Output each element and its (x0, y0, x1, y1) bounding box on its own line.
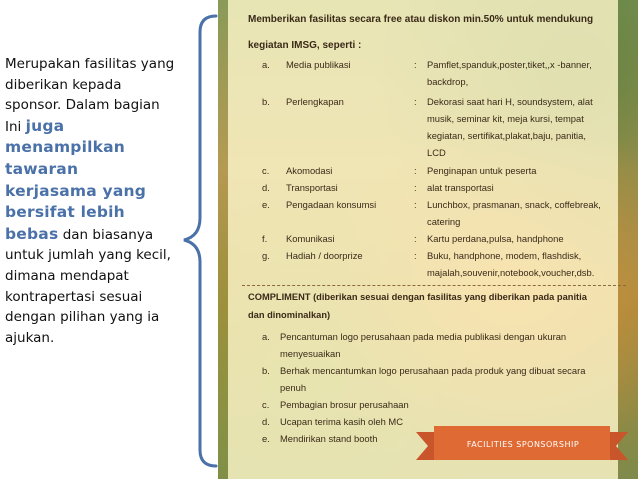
facility-detail: musik, seminar kit, meja kursi, tempat (427, 113, 584, 124)
description-text (5, 54, 175, 348)
facility-detail: Buku, handphone, modem, flashdisk, (427, 250, 582, 261)
facility-detail: Kartu perdana,pulsa, handphone (427, 233, 564, 244)
compliment-text: penuh (280, 382, 307, 393)
facility-name: Perlengkapan (286, 96, 344, 107)
facility-name: Pengadaan konsumsi (286, 199, 377, 210)
curly-bracket (172, 10, 220, 472)
compliment-letter: c. (262, 399, 270, 410)
compliment-letter: d. (262, 416, 270, 427)
facility-letter: b. (262, 96, 270, 107)
compliment-text: Ucapan terima kasih oleh MC (280, 416, 403, 427)
poster-intro-line2: kegiatan IMSG, seperti : (248, 40, 362, 51)
facility-detail: Lunchbox, prasmanan, snack, coffebreak, (427, 199, 601, 210)
facility-detail: catering (427, 216, 461, 227)
facility-sep: : (414, 165, 417, 176)
facility-detail: backdrop, (427, 76, 469, 87)
description-intro: Merupakan fasilitas yang diberikan kepada sponsor. Dalam bagian Ini (5, 56, 175, 135)
facility-detail: Dekorasi saat hari H, soundsystem, alat (427, 96, 593, 107)
facility-sep: : (414, 59, 417, 70)
compliment-letter: b. (262, 365, 270, 376)
compliment-heading-line2: dan dinominalkan) (248, 310, 331, 320)
facility-detail: LCD (427, 147, 446, 158)
facility-name: Media publikasi (286, 59, 351, 70)
facility-detail: kegiatan, sertifikat,plakat,baju, panitia, (427, 130, 586, 141)
facility-detail: majalah,souvenir,notebook,voucher,dsb. (427, 267, 595, 278)
section-divider (242, 285, 626, 286)
facility-sep: : (414, 199, 417, 210)
compliment-letter: a. (262, 331, 270, 342)
compliment-text: Berhak mencantumkan logo perusahaan pada produk yang dibuat secara (280, 365, 586, 376)
facility-name: Hadiah / doorprize (286, 250, 363, 261)
description-rest: dan biasanya untuk jumlah yang kecil, dimana mendapat kontrapertasi sesuai dengan pilihan yang ia ajukan. (5, 226, 171, 346)
facility-name: Akomodasi (286, 165, 333, 176)
compliment-text: Pembagian brosur perusahaan (280, 399, 409, 410)
poster-panel (228, 0, 618, 479)
facility-letter: a. (262, 59, 270, 70)
description-highlight: juga menampilkan tawaran kerjasama yang bersifat lebih bebas (5, 116, 147, 243)
poster-intro-line1: Memberikan fasilitas secara free atau diskon min.50% untuk mendukung (248, 14, 594, 25)
facility-detail: Penginapan untuk peserta (427, 165, 537, 176)
facility-sep: : (414, 233, 417, 244)
facility-detail: Pamflet,spanduk,poster,tiket,,x -banner, (427, 59, 592, 70)
facility-letter: c. (262, 165, 270, 176)
compliment-letter: e. (262, 433, 270, 444)
facility-name: Komunikasi (286, 233, 335, 244)
ribbon-label: FACILITIES SPONSORSHIP (466, 440, 580, 449)
facility-letter: e. (262, 199, 270, 210)
compliment-heading-line1: COMPLIMENT (diberikan sesuai dengan fasilitas yang diberikan pada panitia (248, 292, 587, 302)
facility-letter: g. (262, 250, 270, 261)
facility-sep: : (414, 250, 417, 261)
compliment-text: menyesuaikan (280, 348, 341, 359)
facility-name: Transportasi (286, 182, 338, 193)
facility-detail: alat transportasi (427, 182, 494, 193)
compliment-text: Mendirikan stand booth (280, 433, 378, 444)
facility-letter: d. (262, 182, 270, 193)
compliment-text: Pencantuman logo perusahaan pada media publikasi dengan ukuran (280, 331, 567, 342)
facility-sep: : (414, 96, 417, 107)
facility-letter: f. (262, 233, 268, 244)
facility-sep: : (414, 182, 417, 193)
sponsorship-poster (218, 0, 638, 479)
